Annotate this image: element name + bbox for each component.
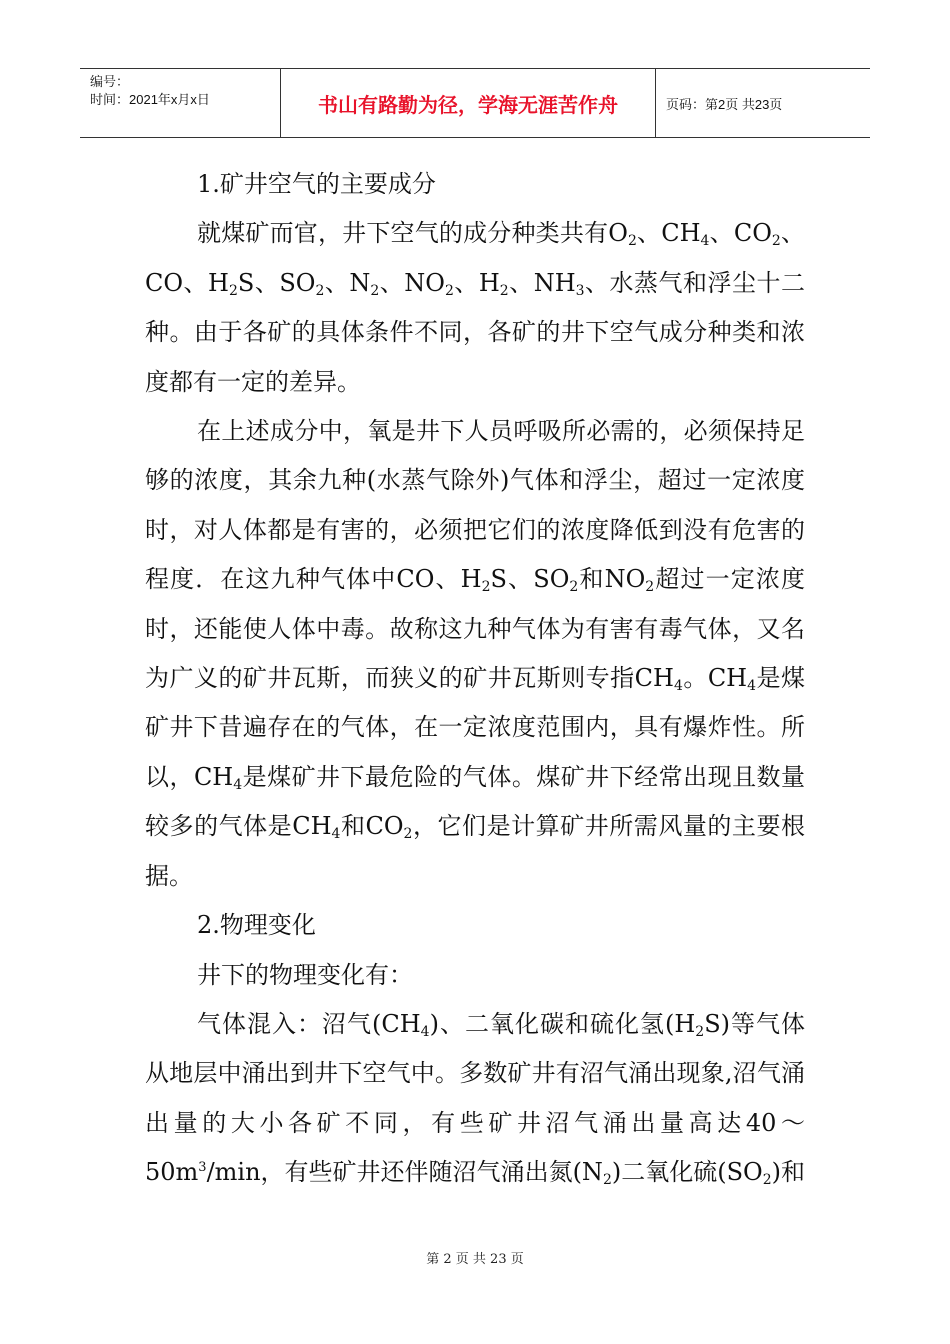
section-heading: 1.矿井空气的主要成分 xyxy=(197,170,436,198)
subscript: 2 xyxy=(695,1023,705,1040)
document-time-label: 时间：2021年x月x日 xyxy=(90,92,210,107)
subscript: 2 xyxy=(499,282,509,299)
body-paragraph: 井下的物理变化有： xyxy=(197,960,413,989)
subscript: 3 xyxy=(575,282,585,299)
subscript: 2 xyxy=(771,233,781,250)
header-meta xyxy=(80,69,280,137)
subscript: 2 xyxy=(602,1172,612,1189)
subscript: 4 xyxy=(331,826,341,843)
subscript: 4 xyxy=(233,776,243,793)
subscript: 2 xyxy=(370,282,380,299)
body-paragraph: 气体混入：沼气$(CH_4)$、二氧化碳和硫化氢$(H_2S)$等气体从地层中涌出到井下空气中。多数矿井有沼气涌出现象,沼气涌出量的大小各矿不同，有些矿井沼气涌出量高达$40\sim 50m^3/\min$，有些矿井还伴随沼气涌出氮$(N_2)$二氧化硫$(SO_2)$和 xyxy=(145,1009,806,1189)
subscript: 4 xyxy=(747,678,757,695)
subscript: 2 xyxy=(228,282,238,299)
section-heading: 2.物理变化 xyxy=(197,911,316,940)
subscript: 4 xyxy=(673,678,683,695)
subscript: 2 xyxy=(762,1172,772,1189)
document-number-label: 编号： xyxy=(90,74,130,89)
header-page-info: 页码：第2页 共23页 xyxy=(655,69,870,137)
body-paragraph: 就煤矿而官，井下空气的成分种类共有$O_2$、$CH_4$、$CO_2$、CO、$H_2S$、$SO_2$、$N_2$、$NO_2$、$H_2$、$NH_3$、水蒸气和浮尘十二种。由于各矿的具体条件不同，各矿的井下空气成分种类和浓度都有一定的差异。 xyxy=(145,219,806,396)
subscript: 2 xyxy=(569,579,579,596)
superscript: 3 xyxy=(198,1160,207,1176)
document-body xyxy=(145,160,805,1198)
subscript: 2 xyxy=(315,282,325,299)
subscript: 2 xyxy=(481,579,491,596)
subscript: 4 xyxy=(700,233,710,250)
body-paragraph: 在上述成分中，氧是井下人员呼吸所必需的，必须保持足够的浓度，其余九种(水蒸气除外)气体和浮尘，超过一定浓度时，对人体都是有害的，必须把它们的浓度降低到没有危害的程度．在这九种气体中CO、$H_2S$、$SO_2$和$NO_2$超过一定浓度时，还能使人体中毒。故称这九种气体为有害有毒气体，又名为广义的矿井瓦斯，而狭义的矿井瓦斯则专指$CH_4$。$CH_4$是煤矿井下昔遍存在的气体，在一定浓度范围内，具有爆炸性。所以，$CH_4$是煤矿井下最危险的气体。煤矿井下经常出现且数量较多的气体是$CH_4$和$CO_2$，它们是计算矿井所需风量的主要根据。 xyxy=(145,417,806,890)
subscript: 2 xyxy=(403,826,413,843)
subscript: 2 xyxy=(444,282,454,299)
subscript: 4 xyxy=(420,1023,430,1040)
page-header xyxy=(80,68,870,138)
header-motto: 书山有路勤为径，学海无涯苦作舟 xyxy=(280,69,655,137)
page-footer: 第 2 页 共 23 页 xyxy=(426,1252,524,1267)
subscript: 2 xyxy=(627,233,637,250)
subscript: 2 xyxy=(645,579,655,596)
